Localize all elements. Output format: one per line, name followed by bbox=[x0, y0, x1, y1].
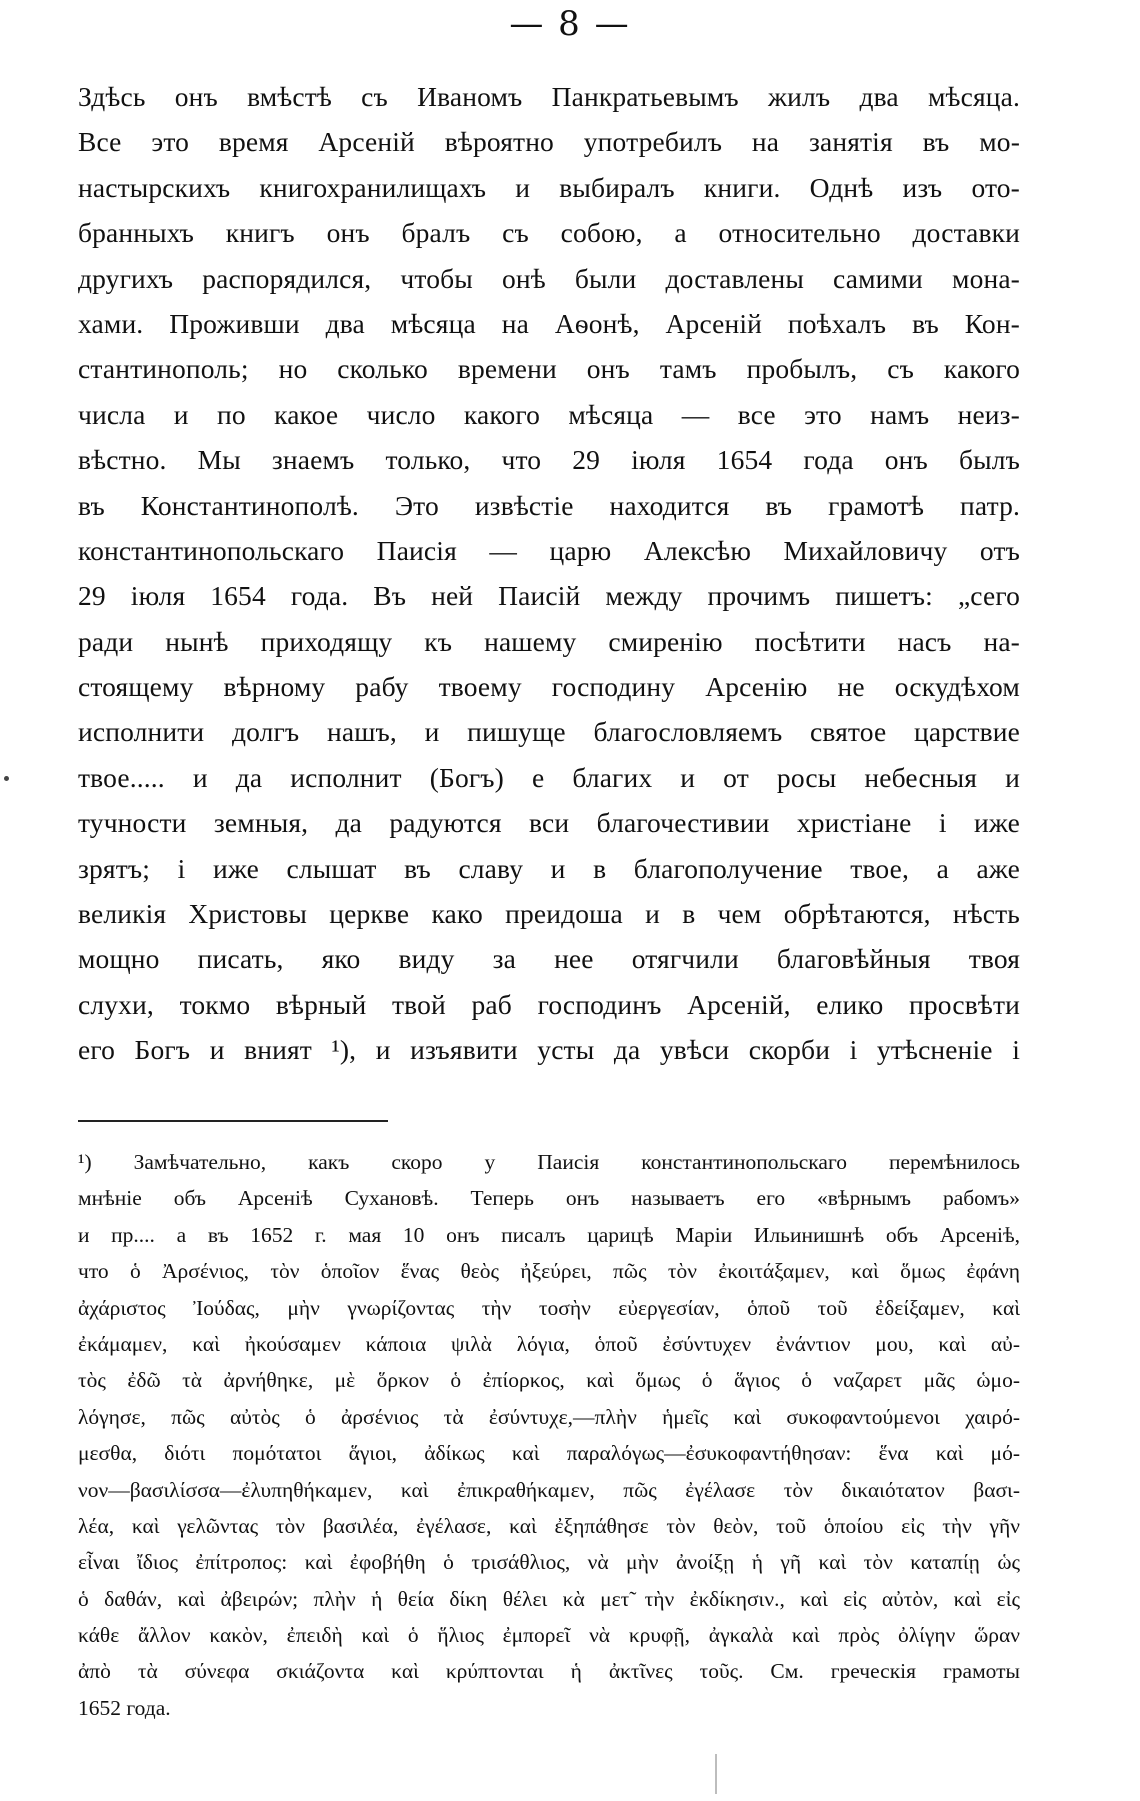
footnote-line: λέα, καὶ γελῶντας τὸν βασιλέα, ἐγέλασε, καὶ ἐξηπάθησε τὸν θεὸν, τοῦ ὁποίου εἰς τὴν γῆν bbox=[78, 1513, 1020, 1538]
text-line: стоящему вѣрному рабу твоему господину Арсенію не оскудѣхом bbox=[78, 671, 1020, 703]
footnote-line: ἀπὸ τὰ σύνεφα σκιάζοντα καὶ κρύπτονται ἡ ἀκτῖνες τοῦς. См. греческія грамоты bbox=[78, 1659, 1020, 1684]
footnotes bbox=[78, 1144, 1020, 1726]
text-line: вѣстно. Мы знаемъ только, что 29 іюля 1654 года онъ былъ bbox=[78, 444, 1020, 476]
text-line: слухи, токмо вѣрный твой раб господинъ Арсеній, елико просвѣти bbox=[78, 988, 1020, 1020]
text-line: мощно писать, яко виду за нее отягчили благовѣйныя твоя bbox=[78, 943, 1020, 975]
footnote-line: τὸς ἐδῶ τὰ ἀρνήθηκε, μὲ ὅρκον ὁ ἐπίορκος, καὶ ὅμως ὁ ἅγιος ὁ ναζαρετ μᾶς ὡμο- bbox=[78, 1368, 1020, 1393]
footnote-divider bbox=[78, 1120, 388, 1122]
footnote-line: что ὁ Ἀρσένιος, τὸν ὁποῖον ἕνας θεὸς ἠξεύρει, πῶς τὸν ἐκοιτάξαμεν, καὶ ὅμως ἐφάνη bbox=[78, 1259, 1020, 1284]
footnote-line: λόγησε, πῶς αὐτὸς ὁ ἀρσένιος τὰ ἐσύντυχε,—πλὴν ἡμεῖς καὶ συκοφαντούμενοι χαιρό- bbox=[78, 1404, 1020, 1429]
footnote-line: ¹) Замѣчательно, какъ скоро у Паисія константинопольскаго перемѣнилось bbox=[78, 1150, 1020, 1174]
footnote-line: κάθε ἄλλον κακὸν, ἐπειδὴ καὶ ὁ ἥλιος ἐμπορεῖ νὰ κρυφῇ, ἀγκαλὰ καὶ πρὸς ὀλίγην ὥραν bbox=[78, 1623, 1020, 1648]
text-line: тучности земныя, да радуются вси благочестивии христіане і иже bbox=[78, 807, 1020, 839]
text-line: Все это время Арсеній вѣроятно употребилъ на занятія въ мо- bbox=[78, 126, 1020, 158]
text-line: числа и по какое число какого мѣсяца — все это намъ неиз- bbox=[78, 398, 1020, 430]
text-line: великія Христовы церкве како преидоша и в чем обрѣтаются, нѣсть bbox=[78, 898, 1020, 930]
scan-mark bbox=[715, 1754, 717, 1794]
footnote-line: и пр.... а въ 1652 г. мая 10 онъ писалъ царицѣ Маріи Ильинишнѣ объ Арсеніѣ, bbox=[78, 1222, 1020, 1247]
text-line: бранныхъ книгъ онъ бралъ съ собою, а относительно доставки bbox=[78, 217, 1020, 249]
text-line: другихъ распорядился, чтобы онѣ были доставлены самими мона- bbox=[78, 262, 1020, 294]
footnote-line: νον—βασιλίσσα—ἐλυπηθήκαμεν, καὶ ἐπικραθήκαμεν, πῶς ἐγέλασε τὸν δικαιότατον βασι- bbox=[78, 1477, 1020, 1502]
footnote-line: ὁ δαθάν, καὶ ἀβειρών; πλὴν ἡ θεία δίκη θέλει κὰ μετ̃ τὴν ἐκδίκησιν., καὶ εἰς αὐτὸν, καὶ εἰς bbox=[78, 1586, 1020, 1611]
text-line: ради нынѣ приходящу къ нашему смиренію посѣтити насъ на- bbox=[78, 625, 1020, 657]
footnote-line: ἀχάριστος Ἰούδας, μὴν γνωρίζοντας τὴν τοσὴν εὐεργεσίαν, ὁποῦ τοῦ ἐδείξαμεν, καὶ bbox=[78, 1295, 1020, 1320]
text-line: его Богъ и вният ¹), и изъявити усты да увѣси скорби і утѣсненіе і bbox=[78, 1034, 1020, 1066]
main-text bbox=[78, 74, 1020, 1073]
text-line: хами. Проживши два мѣсяца на Аѳонѣ, Арсеній поѣхалъ въ Кон- bbox=[78, 307, 1020, 339]
text-line: 29 іюля 1654 года. Въ ней Паисій между прочимъ пишетъ: „сего bbox=[78, 580, 1020, 612]
footnote-line: 1652 года. bbox=[78, 1695, 171, 1720]
margin-mark bbox=[4, 776, 9, 781]
page-number: — 8 — bbox=[509, 4, 631, 44]
footnote-line: μεσθα, διότι πομότατοι ἅγιοι, ἀδίκως καὶ παραλόγως—ἐσυκοφαντήθησαν: ἕνα καὶ μό- bbox=[78, 1441, 1020, 1466]
text-line: въ Константинополѣ. Это извѣстіе находится въ грамотѣ патр. bbox=[78, 489, 1020, 521]
footnote-line: ἐκάμαμεν, καὶ ἠκούσαμεν κάποια ψιλὰ λόγια, ὁποῦ ἐσύντυχεν ἐνάντιον μου, καὶ αὐ- bbox=[78, 1331, 1020, 1356]
text-line: стантинополь; но сколько времени онъ тамъ пробылъ, съ какого bbox=[78, 353, 1020, 385]
footnote-line: мнѣніе объ Арсеніѣ Сухановѣ. Теперь онъ называетъ его «вѣрнымъ рабомъ» bbox=[78, 1186, 1020, 1211]
text-line: константинопольскаго Паисія — царю Алексѣю Михайловичу отъ bbox=[78, 534, 1020, 566]
text-line: твое..... и да исполнит (Богъ) е благих и от росы небесныя и bbox=[78, 761, 1020, 793]
text-line: Здѣсь онъ вмѣстѣ съ Иваномъ Панкратьевымъ жилъ два мѣсяца. bbox=[78, 81, 1020, 112]
footnote-line: εἶναι ἴδιος ἐπίτροπος: καὶ ἐφοβήθη ὁ τρισάθλιος, νὰ μὴν ἀνοίξῃ ἡ γῆ καὶ τὸν καταπίῃ ὡς bbox=[78, 1550, 1020, 1575]
text-line: настырскихъ книгохранилищахъ и выбиралъ книги. Однѣ изъ ото- bbox=[78, 171, 1020, 203]
text-line: исполнити долгъ нашъ, и пишуще благословляемъ святое царствие bbox=[78, 716, 1020, 748]
text-line: зрятъ; і иже слышат въ славу и в благополучение твое, а аже bbox=[78, 852, 1020, 884]
